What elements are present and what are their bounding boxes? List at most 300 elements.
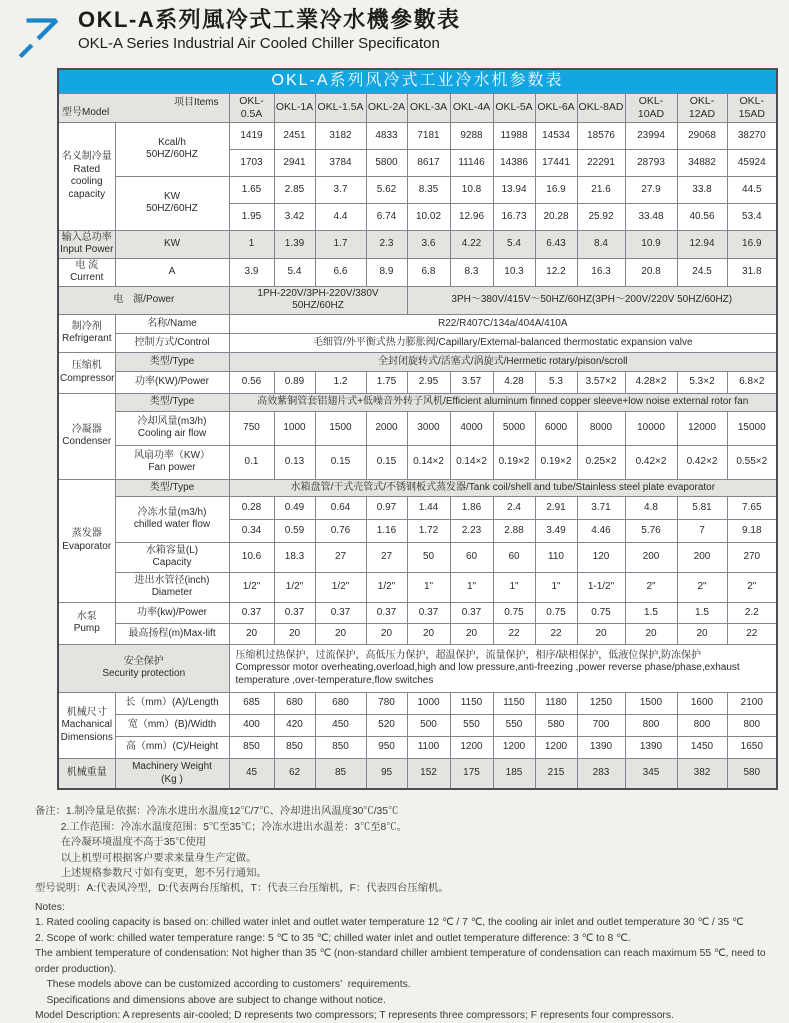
label-zh: 冷凝器 <box>71 423 102 435</box>
spec-value-cell: 2100 <box>727 692 777 714</box>
spec-value-cell: 0.14×2 <box>450 445 493 479</box>
model-header-cell: OKL-6A <box>535 93 577 122</box>
spec-value-cell: 500 <box>407 714 450 736</box>
spec-value-cell: 0.19×2 <box>535 445 577 479</box>
model-header-cell: OKL-1.5A <box>315 93 366 122</box>
spec-value-cell: 1.65 <box>229 176 274 203</box>
spec-value-cell: 2" <box>727 572 777 602</box>
spec-value-cell: 17441 <box>535 149 577 176</box>
spec-value-cell: 1250 <box>577 692 625 714</box>
spec-value-cell: 2" <box>677 572 727 602</box>
label-en: Input Power <box>60 244 114 256</box>
spec-value-cell: 1419 <box>229 122 274 149</box>
label-en: Security protection <box>102 668 186 680</box>
refrigerant-control-value: 毛细管/外平衡式热力膨胀阀/Capillary/External-balanced thermostatic expansion valve <box>229 333 777 352</box>
row-label-refrigerant-name: 名称/Name <box>115 314 229 333</box>
spec-value-cell: 2000 <box>366 411 407 445</box>
corner-model-label: 型号Model <box>62 107 110 119</box>
spec-value-cell: 27 <box>366 542 407 572</box>
label-line2: Fan power <box>148 462 196 474</box>
spec-value-cell: 0.55×2 <box>727 445 777 479</box>
spec-value-cell: 2451 <box>274 122 315 149</box>
spec-value-cell: 0.28 <box>229 496 274 519</box>
spec-value-cell: 62 <box>274 758 315 789</box>
spec-value-cell: 185 <box>493 758 535 789</box>
spec-value-cell: 0.37 <box>407 602 450 623</box>
spec-value-cell: 1.86 <box>450 496 493 519</box>
row-label-refrigerant-control: 控制方式/Control <box>115 333 229 352</box>
spec-value-cell: 20 <box>625 623 677 644</box>
spec-value-cell: 1.5 <box>625 602 677 623</box>
label-en: Condenser <box>62 436 112 448</box>
spec-value-cell: 14386 <box>493 149 535 176</box>
label-zh: 机械尺寸 <box>66 706 107 718</box>
spec-value-cell: 20 <box>450 623 493 644</box>
spec-value-cell: 0.37 <box>366 602 407 623</box>
spec-value-cell: 5000 <box>493 411 535 445</box>
label-zh: 蒸发器 <box>71 528 102 540</box>
spec-value-cell: 1000 <box>274 411 315 445</box>
spec-value-cell: 1-1/2" <box>577 572 625 602</box>
spec-value-cell: 5800 <box>366 149 407 176</box>
spec-value-cell: 12.2 <box>535 258 577 286</box>
spec-value-cell: 4.46 <box>577 519 625 542</box>
spec-value-cell: 110 <box>535 542 577 572</box>
spec-value-cell: 2.88 <box>493 519 535 542</box>
spec-value-cell: 1703 <box>229 149 274 176</box>
spec-value-cell: 10.02 <box>407 203 450 230</box>
spec-value-cell: 1450 <box>677 736 727 758</box>
spec-value-cell: 40.56 <box>677 203 727 230</box>
spec-value-cell: 20 <box>577 623 625 644</box>
spec-value-cell: 6.6 <box>315 258 366 286</box>
spec-value-cell: 50 <box>407 542 450 572</box>
spec-value-cell: 5.3×2 <box>677 371 727 393</box>
spec-value-cell: 8000 <box>577 411 625 445</box>
spec-value-cell: 0.42×2 <box>625 445 677 479</box>
spec-value-cell: 20 <box>366 623 407 644</box>
spec-value-cell: 0.37 <box>229 602 274 623</box>
label-line2: (Kg ) <box>161 773 183 785</box>
spec-value-cell: 2.23 <box>450 519 493 542</box>
spec-value-cell: 4833 <box>366 122 407 149</box>
spec-value-cell: 4.22 <box>450 230 493 258</box>
refrigerant-name-value: R22/R407C/134a/404A/410A <box>229 314 777 333</box>
row-label-tank-capacity <box>115 542 229 572</box>
spec-value-cell: 2.95 <box>407 371 450 393</box>
model-header-cell: OKL-3A <box>407 93 450 122</box>
spec-value-cell: 15000 <box>727 411 777 445</box>
spec-value-cell: 3.42 <box>274 203 315 230</box>
row-label-pipe-diameter <box>115 572 229 602</box>
spec-value-cell: 22 <box>727 623 777 644</box>
model-header-cell: OKL-8AD <box>577 93 625 122</box>
row-label-power-source: 电 源/Power <box>58 286 229 314</box>
spec-value-cell: 18.3 <box>274 542 315 572</box>
notes-english <box>35 900 783 1023</box>
model-header-cell: OKL-5A <box>493 93 535 122</box>
spec-value-cell: 11988 <box>493 122 535 149</box>
row-label-input-power-unit: KW <box>115 230 229 258</box>
spec-value-cell: 520 <box>366 714 407 736</box>
spec-value-cell: 31.8 <box>727 258 777 286</box>
spec-value-cell: 685 <box>229 692 274 714</box>
spec-value-cell: 14534 <box>535 122 577 149</box>
spec-value-cell: 16.73 <box>493 203 535 230</box>
spec-value-cell: 450 <box>315 714 366 736</box>
model-header-cell: OKL-12AD <box>677 93 727 122</box>
label-line1: 冷却风量(m3/h) <box>137 415 207 427</box>
spec-value-cell: 3.7 <box>315 176 366 203</box>
spec-value-cell: 850 <box>274 736 315 758</box>
spec-value-cell: 0.34 <box>229 519 274 542</box>
spec-value-cell: 8.3 <box>450 258 493 286</box>
spec-value-cell: 1.5 <box>677 602 727 623</box>
spec-value-cell: 10.6 <box>229 542 274 572</box>
spec-value-cell: 580 <box>727 758 777 789</box>
note-line-en: Model Description: A represents air-cooled; D represents two compressors; T represents three compressors; F represents four compressors. <box>35 1009 674 1021</box>
spec-value-cell: 95 <box>366 758 407 789</box>
spec-value-cell: 0.56 <box>229 371 274 393</box>
title-block <box>78 6 461 52</box>
label-en: Refrigerant <box>62 333 112 345</box>
spec-value-cell: 0.64 <box>315 496 366 519</box>
spec-value-cell: 1150 <box>450 692 493 714</box>
model-header-cell: OKL-2A <box>366 93 407 122</box>
spec-value-cell: 7.65 <box>727 496 777 519</box>
label-zh: 电 流 <box>75 259 99 271</box>
spec-value-cell: 20.28 <box>535 203 577 230</box>
label-line2: Capacity <box>152 557 192 569</box>
spec-value-cell: 44.5 <box>727 176 777 203</box>
spec-value-cell: 8617 <box>407 149 450 176</box>
spec-value-cell: 60 <box>450 542 493 572</box>
row-group-condenser <box>58 393 115 479</box>
spec-value-cell: 6000 <box>535 411 577 445</box>
spec-value-cell: 1/2" <box>229 572 274 602</box>
spec-value-cell: 550 <box>450 714 493 736</box>
spec-value-cell: 580 <box>535 714 577 736</box>
spec-value-cell: 53.4 <box>727 203 777 230</box>
spec-value-cell: 21.6 <box>577 176 625 203</box>
spec-value-cell: 16.3 <box>577 258 625 286</box>
spec-value-cell: 850 <box>315 736 366 758</box>
spec-value-cell: 1200 <box>535 736 577 758</box>
spec-value-cell: 382 <box>677 758 727 789</box>
spec-value-cell: 20 <box>677 623 727 644</box>
spec-value-cell: 1.16 <box>366 519 407 542</box>
spec-value-cell: 6.74 <box>366 203 407 230</box>
spec-value-cell: 550 <box>493 714 535 736</box>
spec-value-cell: 0.19×2 <box>493 445 535 479</box>
spec-value-cell: 7 <box>677 519 727 542</box>
spec-value-cell: 0.75 <box>535 602 577 623</box>
row-group-input-power <box>58 230 115 258</box>
spec-value-cell: 1390 <box>625 736 677 758</box>
spec-value-cell: 2.2 <box>727 602 777 623</box>
spec-value-cell: 3784 <box>315 149 366 176</box>
spec-value-cell: 60 <box>493 542 535 572</box>
spec-value-cell: 1" <box>535 572 577 602</box>
row-label-condenser-type: 类型/Type <box>115 393 229 411</box>
spec-value-cell: 0.89 <box>274 371 315 393</box>
spec-value-cell: 175 <box>450 758 493 789</box>
spec-value-cell: 12.96 <box>450 203 493 230</box>
spec-value-cell: 2" <box>625 572 677 602</box>
spec-value-cell: 4.28×2 <box>625 371 677 393</box>
spec-value-cell: 3.57×2 <box>577 371 625 393</box>
spec-value-cell: 800 <box>727 714 777 736</box>
label-line1: 进出水管径(inch) <box>134 574 210 586</box>
spec-value-cell: 1/2" <box>274 572 315 602</box>
spec-value-cell: 27.9 <box>625 176 677 203</box>
label-line1: KW <box>163 190 181 202</box>
spec-value-cell: 800 <box>677 714 727 736</box>
row-group-cooling-capacity <box>58 122 115 230</box>
spec-value-cell: 7181 <box>407 122 450 149</box>
corner-header-cell <box>58 93 229 122</box>
spec-value-cell: 22291 <box>577 149 625 176</box>
label-en: Current <box>70 272 104 284</box>
spec-value-cell: 0.76 <box>315 519 366 542</box>
label-line2: 50HZ/60HZ <box>146 203 198 215</box>
spec-value-cell: 3.71 <box>577 496 625 519</box>
spec-value-cell: 1" <box>407 572 450 602</box>
notes-section <box>35 804 783 1023</box>
spec-value-cell: 22 <box>535 623 577 644</box>
spec-value-cell: 10000 <box>625 411 677 445</box>
spec-value-cell: 8.35 <box>407 176 450 203</box>
spec-value-cell: 5.81 <box>677 496 727 519</box>
document-header <box>0 0 789 60</box>
row-label-compressor-power: 功率(KW)/Power <box>115 371 229 393</box>
row-label-compressor-type: 类型/Type <box>115 352 229 371</box>
spec-value-cell: 283 <box>577 758 625 789</box>
notes-chinese <box>35 804 783 897</box>
note-line-zh: 备注：1.制冷量是依据：冷冻水进出水温度12℃/7℃、冷却进出风温度30℃/35℃ <box>35 806 399 818</box>
model-header-cell: OKL-4A <box>450 93 493 122</box>
row-group-security-protection <box>58 644 229 692</box>
spec-value-cell: 1/2" <box>366 572 407 602</box>
spec-value-cell: 10.8 <box>450 176 493 203</box>
spec-value-cell: 1500 <box>625 692 677 714</box>
spec-value-cell: 0.15 <box>315 445 366 479</box>
spec-value-cell: 1/2" <box>315 572 366 602</box>
spec-value-cell: 45924 <box>727 149 777 176</box>
note-line-zh: 2.工作范围：冷冻水温度范围：5℃至35℃；冷冻水进出水温差：3℃至8℃。 <box>35 821 407 833</box>
label-line2: chilled water flow <box>133 519 211 531</box>
label-line1: 冷冻水量(m3/h) <box>137 506 207 518</box>
spec-value-cell: 200 <box>677 542 727 572</box>
spec-value-cell: 1180 <box>535 692 577 714</box>
spec-value-cell: 950 <box>366 736 407 758</box>
label-zh: 水泵 <box>76 610 97 622</box>
spec-value-cell: 4.8 <box>625 496 677 519</box>
row-group-compressor <box>58 352 115 393</box>
spec-value-cell: 2.85 <box>274 176 315 203</box>
page-title: OKL-A系列風冷式工業冷水機參數表 <box>78 7 461 32</box>
spec-value-cell: 1100 <box>407 736 450 758</box>
compressor-type-value: 全封闭旋转式/活塞式/涡旋式/Hermetic rotary/pison/scroll <box>229 352 777 371</box>
spec-value-cell: 8.4 <box>577 230 625 258</box>
row-group-evaporator <box>58 479 115 602</box>
spec-value-cell: 3.57 <box>450 371 493 393</box>
spec-value-cell: 1.72 <box>407 519 450 542</box>
spec-value-cell: 33.48 <box>625 203 677 230</box>
row-group-current <box>58 258 115 286</box>
spec-value-cell: 6.43 <box>535 230 577 258</box>
spec-table <box>57 68 778 790</box>
spec-value-cell: 1" <box>450 572 493 602</box>
spec-value-cell: 22 <box>493 623 535 644</box>
spec-value-cell: 0.14×2 <box>407 445 450 479</box>
spec-value-cell: 0.59 <box>274 519 315 542</box>
label-en: Rated cooling capacity <box>68 163 106 200</box>
spec-value-cell: 420 <box>274 714 315 736</box>
spec-value-cell: 6.8×2 <box>727 371 777 393</box>
label-en1: Machanical <box>61 719 113 730</box>
row-label-width: 宽（mm）(B)/Width <box>115 714 229 736</box>
spec-value-cell: 1.2 <box>315 371 366 393</box>
row-group-pump <box>58 602 115 644</box>
row-label-current-unit: A <box>115 258 229 286</box>
model-header-cell: OKL-1A <box>274 93 315 122</box>
spec-value-cell: 850 <box>229 736 274 758</box>
spec-value-cell: 4000 <box>450 411 493 445</box>
spec-value-cell: 2.4 <box>493 496 535 519</box>
corner-items-label: 项目Items <box>174 96 219 108</box>
row-label-fan-power <box>115 445 229 479</box>
spec-value-cell: 1650 <box>727 736 777 758</box>
note-line-en: 1. Rated cooling capacity is based on: chilled water inlet and outlet water temperature 12 ℃ / 7 ℃, the cooling air inlet and outlet temperature 30 ℃ / 35 ℃ <box>35 917 744 929</box>
row-label-cooling-air-flow <box>115 411 229 445</box>
spec-value-cell: 0.49 <box>274 496 315 519</box>
spec-value-cell: 5.62 <box>366 176 407 203</box>
spec-value-cell: 152 <box>407 758 450 789</box>
spec-value-cell: 5.76 <box>625 519 677 542</box>
spec-value-cell: 3182 <box>315 122 366 149</box>
spec-value-cell: 9288 <box>450 122 493 149</box>
spec-value-cell: 9.18 <box>727 519 777 542</box>
spec-value-cell: 11146 <box>450 149 493 176</box>
spec-value-cell: 0.15 <box>366 445 407 479</box>
spec-value-cell: 4.28 <box>493 371 535 393</box>
note-line-en: The ambient temperature of condensation: Not higher than 35 ℃ (non-standard chiller ambient temperature of condensation can reach maximum 55 ℃, need to order production). <box>35 948 769 975</box>
spec-value-cell: 1600 <box>677 692 727 714</box>
note-line-en: Notes: <box>35 901 65 913</box>
spec-value-cell: 1200 <box>450 736 493 758</box>
spec-value-cell: 215 <box>535 758 577 789</box>
note-line-en: Specifications and dimensions above are subject to change without notice. <box>35 994 386 1006</box>
spec-value-cell: 200 <box>625 542 677 572</box>
spec-value-cell: 3.49 <box>535 519 577 542</box>
label-zh: 制冷剂 <box>71 320 102 332</box>
label-line2: 50HZ/60HZ <box>146 149 198 161</box>
note-line-en: These models above can be customized according to customers’ requirements. <box>35 979 411 991</box>
spec-value-cell: 85 <box>315 758 366 789</box>
spec-value-cell: 5.4 <box>493 230 535 258</box>
spec-value-cell: 33.8 <box>677 176 727 203</box>
spec-value-cell: 1.44 <box>407 496 450 519</box>
condenser-type-value: 高效紫铜管套铝翅片式+低噪音外转子风机/Efficient aluminum finned copper sleeve+low noise external rotor fan <box>229 393 777 411</box>
label-line2: Diameter <box>151 587 193 599</box>
model-header-cell: OKL-15AD <box>727 93 777 122</box>
spec-value-cell: 6.8 <box>407 258 450 286</box>
spec-value-cell: 12000 <box>677 411 727 445</box>
spec-value-cell: 20.8 <box>625 258 677 286</box>
spec-value-cell: 780 <box>366 692 407 714</box>
note-line-zh: 以上机型可根据客户要求来量身生产定做。 <box>35 852 257 864</box>
row-group-machinery-weight: 机械重量 <box>58 758 115 789</box>
spec-value-cell: 16.9 <box>727 230 777 258</box>
row-label-height: 高（mm）(C)/Height <box>115 736 229 758</box>
note-line-en: 2. Scope of work: chilled water temperature range: 5 ℃ to 35 ℃; chilled water inlet and outlet temperature difference: 3 ℃ to 8 ℃. <box>35 932 631 944</box>
label-line1: Kcal/h <box>158 136 186 148</box>
spec-value-cell: 38270 <box>727 122 777 149</box>
spec-value-cell: 18576 <box>577 122 625 149</box>
spec-value-cell: 1.75 <box>366 371 407 393</box>
label-en: Evaporator <box>62 540 112 552</box>
label-line1: Machinery Weight <box>132 761 212 772</box>
spec-value-cell: 2.91 <box>535 496 577 519</box>
security-text-zh: 压缩机过热保护，过流保护，高低压力保护，超温保护，流量保护，相序/缺相保护，低液位保护,防冻保护 <box>235 649 702 661</box>
spec-value-cell: 345 <box>625 758 677 789</box>
spec-value-cell: 680 <box>315 692 366 714</box>
spec-value-cell: 4.4 <box>315 203 366 230</box>
note-line-zh: 上述规格参数尺寸如有变更，恕不另行通知。 <box>35 868 267 879</box>
spec-value-cell: 12.94 <box>677 230 727 258</box>
row-label-pump-power: 功率(kw)/Power <box>115 602 229 623</box>
spec-value-cell: 0.37 <box>450 602 493 623</box>
row-label-kcal <box>115 122 229 176</box>
security-protection-value <box>229 644 777 692</box>
spec-value-cell: 10.9 <box>625 230 677 258</box>
spec-value-cell: 28793 <box>625 149 677 176</box>
spec-value-cell: 34882 <box>677 149 727 176</box>
spec-value-cell: 0.75 <box>577 602 625 623</box>
label-zh: 安全保护 <box>123 655 164 667</box>
row-group-refrigerant <box>58 314 115 352</box>
label-en: Compressor <box>60 372 115 384</box>
spec-value-cell: 0.42×2 <box>677 445 727 479</box>
spec-value-cell: 25.92 <box>577 203 625 230</box>
spec-value-cell: 10.3 <box>493 258 535 286</box>
row-label-length: 长（mm）(A)/Length <box>115 692 229 714</box>
spec-value-cell: 270 <box>727 542 777 572</box>
spec-value-cell: 0.37 <box>315 602 366 623</box>
spec-value-cell: 800 <box>625 714 677 736</box>
spec-value-cell: 1150 <box>493 692 535 714</box>
label-zh: 压缩机 <box>71 360 102 372</box>
label-zh: 输入总功率 <box>61 231 112 243</box>
label-en2: Dimensions <box>60 731 113 743</box>
spec-value-cell: 2941 <box>274 149 315 176</box>
spec-value-cell: 20 <box>274 623 315 644</box>
note-line-zh: 在冷凝环境温度不高于35℃使用 <box>35 837 207 849</box>
model-header-cell: OKL-10AD <box>625 93 677 122</box>
security-text-en: Compressor motor overheating,overload,high and low pressure,anti-freezing ,power reverse phase/phase,exhaust temperature ,over-temperature,flow switches <box>235 662 740 686</box>
spec-value-cell: 0.75 <box>493 602 535 623</box>
spec-value-cell: 3.9 <box>229 258 274 286</box>
label-line1: 风扇功率（KW） <box>133 449 211 461</box>
page-subtitle: OKL-A Series Industrial Air Cooled Chiller Specificaton <box>78 34 440 52</box>
spec-value-cell: 13.94 <box>493 176 535 203</box>
power-source-group1: 1PH-220V/3PH-220V/380V 50HZ/60HZ <box>229 286 407 314</box>
spec-value-cell: 1" <box>493 572 535 602</box>
row-label-max-lift: 最高扬程(m)Max-lift <box>115 623 229 644</box>
spec-value-cell: 29068 <box>677 122 727 149</box>
spec-value-cell: 750 <box>229 411 274 445</box>
